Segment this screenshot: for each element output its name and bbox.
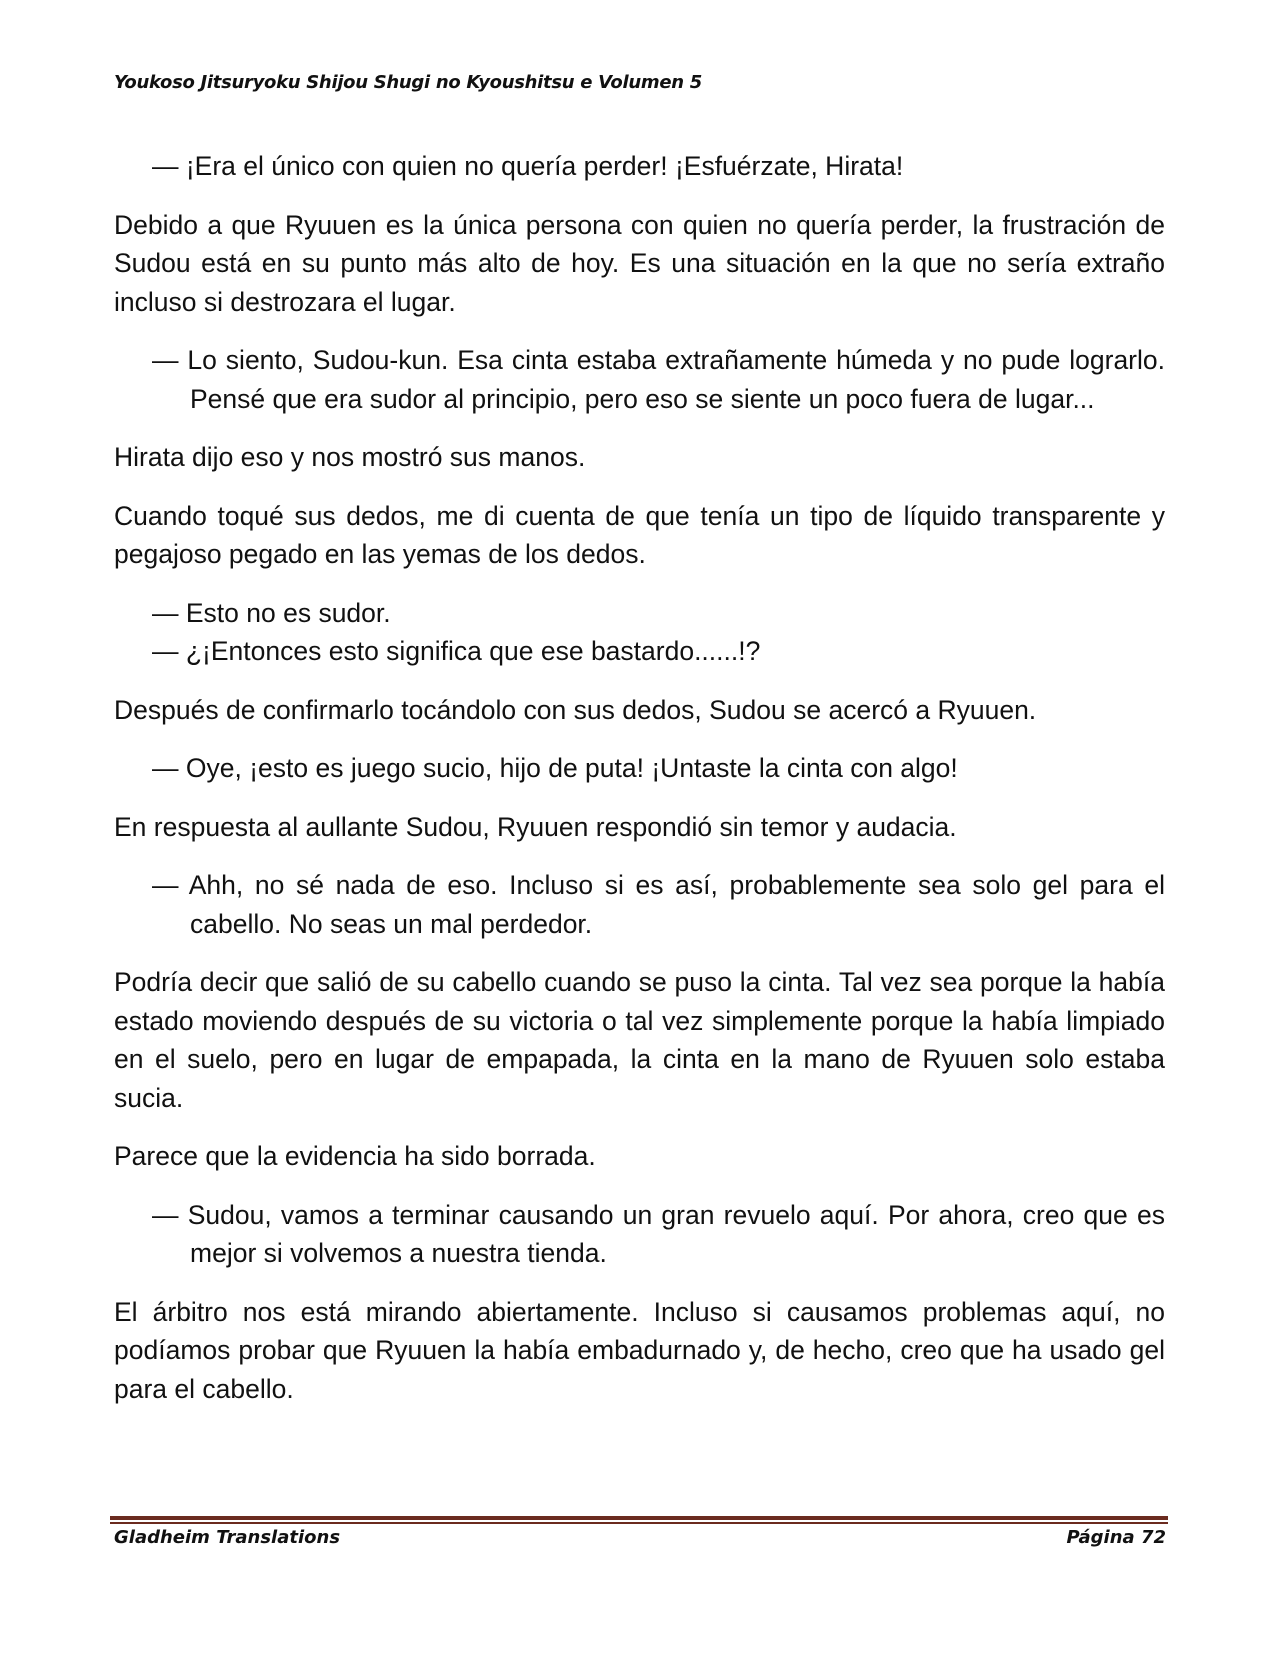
page-number: Página 72 <box>1066 1527 1166 1548</box>
dialogue-line: — Lo siento, Sudou-kun. Esa cinta estaba extrañamente húmeda y no pude lograrlo. Pensé que era sudor al principio, pero eso se siente un poco fuera de lugar... <box>152 345 1165 414</box>
dialogue-line: — ¿¡Entonces esto significa que ese bastardo......!? <box>152 636 761 666</box>
dialogue-line: — Esto no es sudor. <box>152 597 391 628</box>
narration-paragraph: Después de confirmarlo tocándolo con sus dedos, Sudou se acercó a Ryuuen. <box>114 694 1037 725</box>
dialogue-line: — Oye, ¡esto es juego sucio, hijo de puta! ¡Untaste la cinta con algo! <box>152 753 958 783</box>
page-body <box>114 147 1165 1428</box>
dialogue-line: — ¡Era el único con quien no quería perder! ¡Esfuérzate, Hirata! <box>152 151 904 181</box>
narration-paragraph: El árbitro nos está mirando abiertamente. Incluso si causamos problemas aquí, no podíamos probar que Ryuuen la había embadurnado y, de hecho, creo que ha usado gel para el cabello. <box>114 1296 1165 1404</box>
footer-credit: Gladheim Translations <box>114 1527 341 1548</box>
footer-divider <box>110 1516 1168 1525</box>
dialogue-line: — Sudou, vamos a terminar causando un gran revuelo aquí. Por ahora, creo que es mejor si volvemos a nuestra tienda. <box>152 1199 1165 1268</box>
running-header-title: Youkoso Jitsuryoku Shijou Shugi no Kyoushitsu e Volumen 5 <box>114 72 702 93</box>
narration-paragraph: Cuando toqué sus dedos, me di cuenta de que tenía un tipo de líquido transparente y pegajoso pegado en las yemas de los dedos. <box>114 500 1165 569</box>
narration-paragraph: Debido a que Ryuuen es la única persona con quien no quería perder, la frustración de Sudou está en su punto más alto de hoy. Es una situación en la que no sería extraño incluso si destrozara el lugar. <box>114 209 1165 317</box>
footer-divider-thin <box>110 1522 1168 1524</box>
narration-paragraph: En respuesta al aullante Sudou, Ryuuen respondió sin temor y audacia. <box>114 811 957 842</box>
footer-divider-thick <box>110 1516 1168 1520</box>
dialogue-line: — Ahh, no sé nada de eso. Incluso si es así, probablemente sea solo gel para el cabello. No seas un mal perdedor. <box>152 870 1165 939</box>
narration-paragraph: Parece que la evidencia ha sido borrada. <box>114 1141 596 1171</box>
narration-paragraph: Hirata dijo eso y nos mostró sus manos. <box>114 442 586 472</box>
narration-paragraph: Podría decir que salió de su cabello cuando se puso la cinta. Tal vez sea porque la había estado moviendo después de su victoria o tal vez simplemente porque la había limpiado en el suelo, pero en lugar de empapada, la cinta en la mano de Ryuuen solo estaba sucia. <box>114 967 1165 1113</box>
